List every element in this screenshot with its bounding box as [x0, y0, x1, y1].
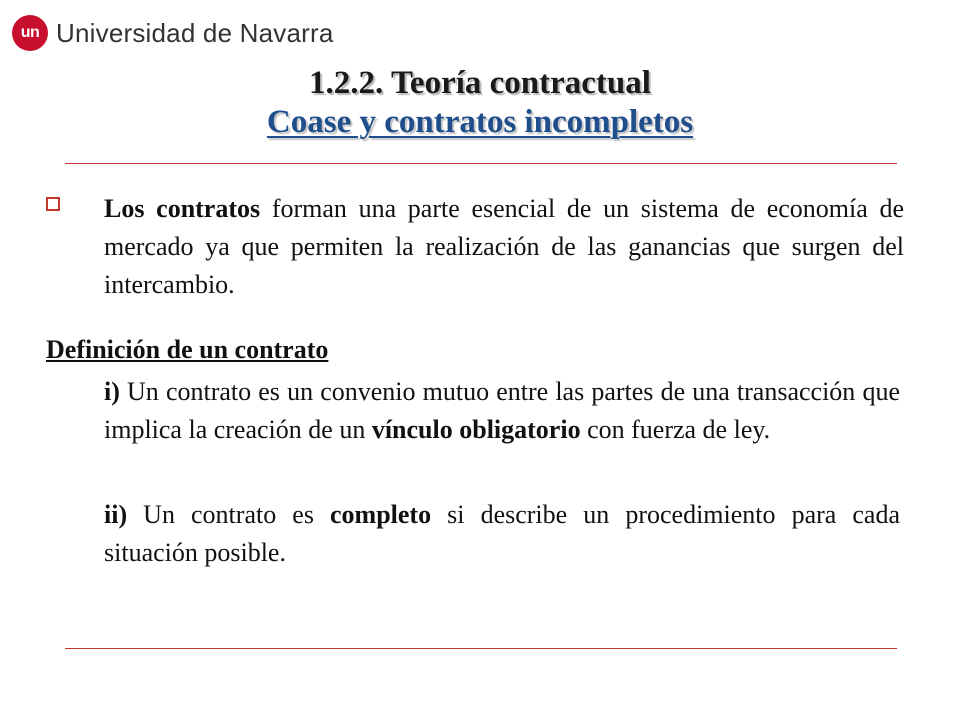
university-logo	[12, 12, 334, 54]
bullet-bold-lead: Los contratos	[104, 194, 261, 223]
bullet-body: forman una parte esencial de un sistema de economía de mercado ya que permiten la realización de las ganancias que surgen del intercambio.	[104, 194, 904, 299]
item-text-after: con fuerza de ley.	[580, 415, 771, 444]
item-text-after: si describe un procedimiento para cada situación posible.	[104, 500, 900, 567]
top-divider	[65, 163, 897, 164]
definition-item	[104, 496, 900, 572]
item-label: i)	[104, 377, 120, 406]
slide-title: 1.2.2. Teoría contractual	[309, 65, 651, 101]
bullet-text	[104, 190, 904, 304]
logo-badge: un	[12, 15, 48, 51]
item-label: ii)	[104, 500, 128, 529]
item-bold-term: completo	[330, 500, 432, 529]
logo-text: Universidad de Navarra	[56, 17, 334, 48]
item-bold-term: vínculo obligatorio	[371, 415, 581, 444]
item-text-before: Un contrato es	[127, 500, 330, 529]
section-heading: Definición de un contrato	[46, 335, 329, 364]
item-text-before: Un contrato es un convenio mutuo entre las partes de una transacción que implica la creación de un	[104, 377, 900, 444]
hollow-square-bullet-icon	[46, 197, 60, 211]
definition-item	[104, 373, 900, 449]
slide-title-block	[0, 64, 960, 142]
bottom-divider	[65, 648, 897, 649]
bullet-point	[46, 190, 906, 304]
slide-subtitle: Coase y contratos incompletos	[266, 104, 694, 140]
